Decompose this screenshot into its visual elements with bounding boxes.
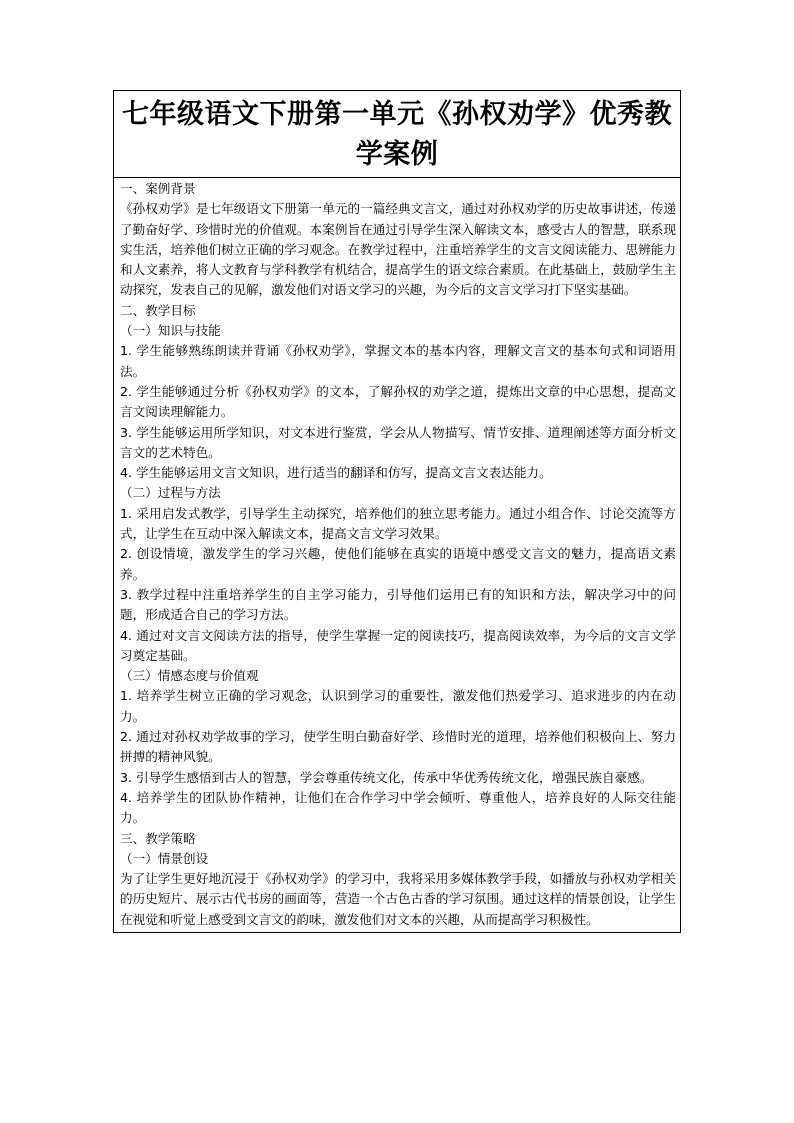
list-item: 2. 创设情境，激发学生的学习兴趣，使他们能够在真实的语境中感受文言文的魅力，提高语文素养。	[120, 546, 676, 582]
list-item: 4. 通过对文言文阅读方法的指导，使学生掌握一定的阅读技巧，提高阅读效率，为今后的文言文学习奠定基础。	[120, 627, 676, 663]
list-item: 2. 学生能够通过分析《孙权劝学》的文本，了解孙权的劝学之道，提炼出文章的中心思想，提高文言文阅读理解能力。	[120, 383, 676, 420]
subheading-process-methods: （二）过程与方法	[120, 485, 221, 501]
list-item: 4. 学生能够运用文言文知识，进行适当的翻译和仿写，提高文言文表达能力。	[120, 465, 552, 481]
section-heading-background: 一、案例背景	[120, 181, 196, 196]
list-item: 3. 学生能够运用所学知识，对文本进行鉴赏，学会从人物描写、情节安排、道理阐述等方面分析文言文的艺术特色。	[120, 424, 676, 460]
title-cell	[114, 91, 680, 178]
section-heading-goals: 二、教学目标	[120, 302, 196, 318]
document-title: 七年级语文下册第一单元《孙权劝学》优秀教学案例	[122, 99, 672, 170]
list-item: 1. 学生能够熟练朗读并背诵《孙权劝学》，掌握文本的基本内容，理解文言文的基本句式和词语用法。	[120, 343, 676, 379]
background-paragraph: 《孙权劝学》是七年级语文下册第一单元的一篇经典文言文，通过对孙权劝学的历史故事讲述，传递了勤奋好学、珍惜时光的价值观。本案例旨在通过引导学生深入解读文本，感受古人的智慧，联系现实生活，培养他们树立正确的学习观念。在教学过程中，注重培养学生的文言文阅读能力、思辨能力和人文素养，将人文教育与学科教学有机结合，提高学生的语文综合素质。在此基础上，鼓励学生主动探究，发表自己的见解，激发他们对语文学习的兴趣，为今后的文言文学习打下坚实基础。	[120, 201, 676, 298]
list-item: 4. 培养学生的团队协作精神，让他们在合作学习中学会倾听、尊重他人，培养良好的人际交往能力。	[120, 789, 676, 826]
list-item: 3. 引导学生感悟到古人的智慧，学会尊重传统文化，传承中华优秀传统文化，增强民族自豪感。	[120, 769, 653, 785]
document-table	[113, 90, 681, 933]
list-item: 1. 采用启发式教学，引导学生主动探究，培养他们的独立思考能力。通过小组合作、讨论交流等方式，让学生在互动中深入解读文本，提高文言文学习效果。	[120, 505, 676, 542]
subheading-knowledge-skills: （一）知识与技能	[120, 323, 221, 339]
subheading-scene-creation: （一）情景创设	[120, 850, 209, 866]
list-item: 2. 通过对孙权劝学故事的学习，使学生明白勤奋好学、珍惜时光的道理，培养他们积极向上、努力拼搏的精神风貌。	[120, 729, 676, 765]
content-cell	[114, 178, 680, 932]
list-item: 1. 培养学生树立正确的学习观念，认识到学习的重要性，激发他们热爱学习、追求进步的内在动力。	[120, 688, 676, 724]
subheading-emotion-values: （三）情感态度与价值观	[120, 668, 259, 684]
list-item: 3. 教学过程中注重培养学生的自主学习能力，引导他们运用已有的知识和方法，解决学习中的问题，形成适合自己的学习方法。	[120, 586, 676, 623]
strategy-paragraph: 为了让学生更好地沉浸于《孙权劝学》的学习中，我将采用多媒体教学手段，如播放与孙权劝学相关的历史短片、展示古代书房的画面等，营造一个古色古香的学习氛围。通过这样的情景创设，让学生在视觉和听觉上感受到文言文的韵味，激发他们对文本的兴趣，从而提高学习积极性。	[120, 871, 676, 927]
section-heading-strategy: 三、教学策略	[120, 830, 196, 846]
